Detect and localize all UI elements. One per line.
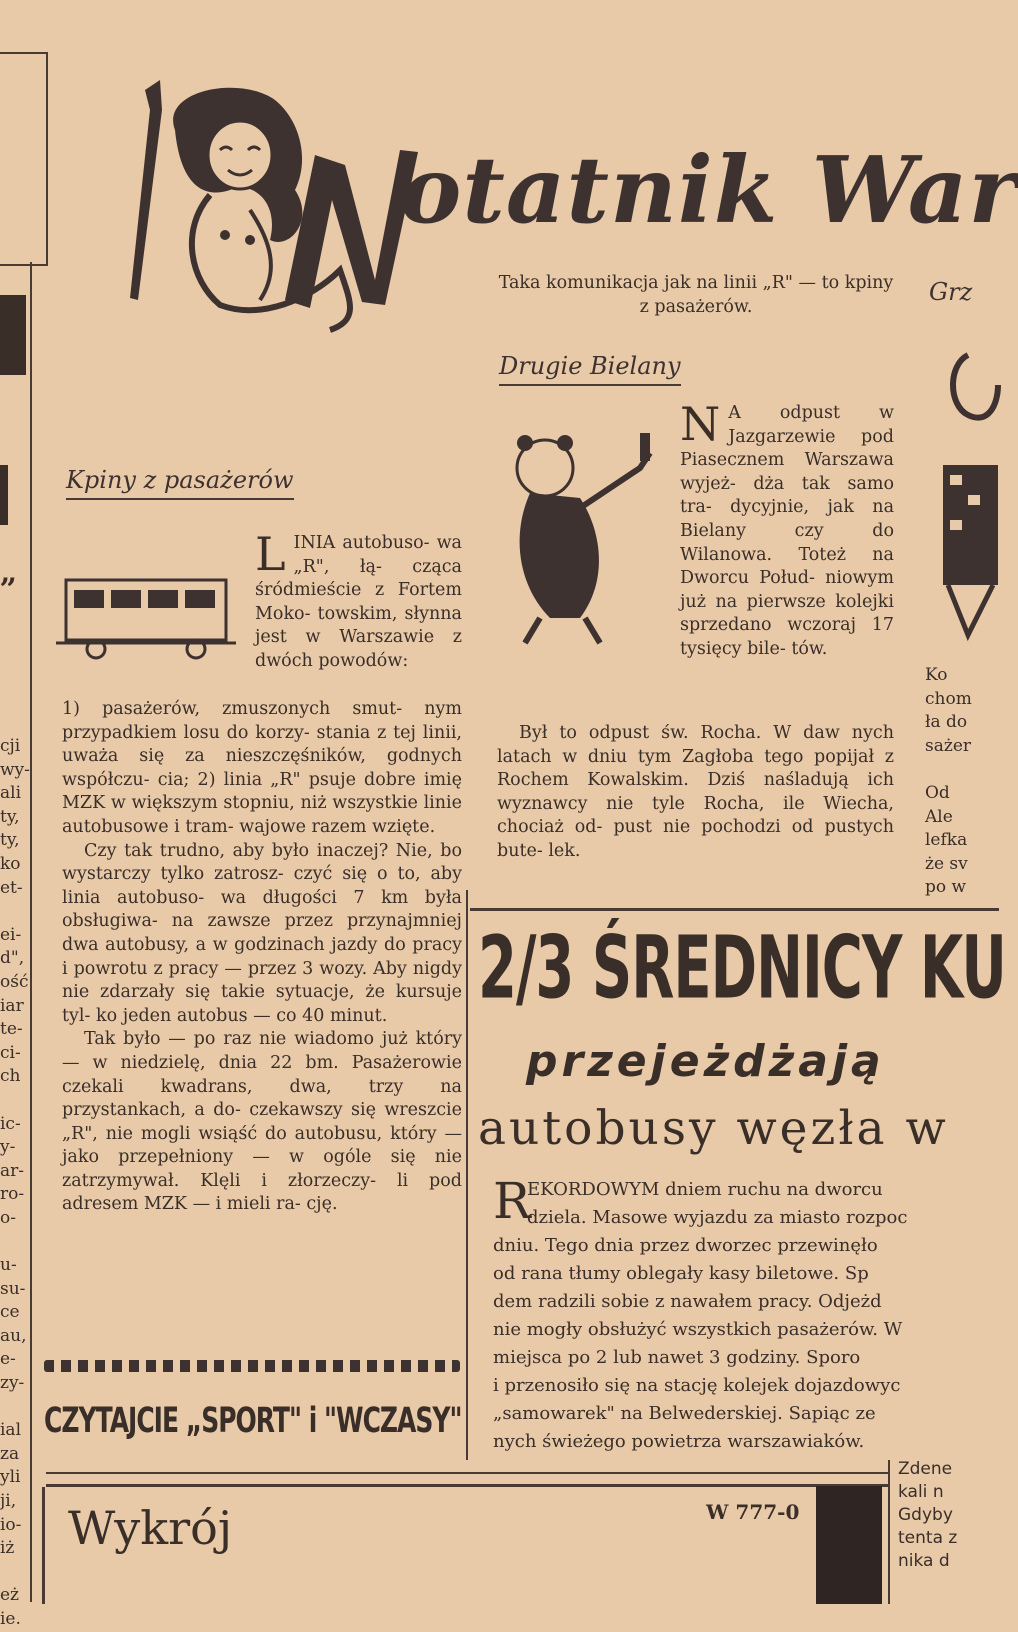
bear-illustration bbox=[490, 428, 680, 648]
left-edge-line: te- bbox=[0, 1019, 23, 1040]
left-edge-line: cji bbox=[0, 736, 21, 756]
bottom-rule-bottom bbox=[46, 1484, 888, 1487]
left-edge-line: ial bbox=[0, 1420, 22, 1441]
left-edge-line: iż bbox=[0, 1538, 15, 1559]
bottom-right-rule bbox=[888, 1460, 890, 1604]
article1-body bbox=[62, 698, 462, 1217]
bottom-right-line: kali n bbox=[898, 1482, 944, 1502]
left-edge-line: ro- bbox=[0, 1184, 25, 1205]
bottom-right-line: tenta z bbox=[898, 1528, 958, 1548]
left-edge-line: ali bbox=[0, 783, 22, 804]
article3-line: Ko bbox=[925, 665, 948, 685]
wykroj-box-left bbox=[42, 1487, 45, 1604]
middle-vertical-rule bbox=[466, 890, 468, 1460]
article1-heading: Kpiny z pasażerów bbox=[66, 466, 294, 500]
article3-line: Od bbox=[925, 782, 950, 803]
left-edge-text bbox=[0, 735, 30, 1629]
article4-line: nych świeżego powietrza warszawiaków. bbox=[493, 1431, 865, 1452]
article3-line: lefka bbox=[925, 830, 968, 851]
bottom-right-line: Gdyby bbox=[898, 1505, 953, 1525]
article2-lead-column bbox=[680, 397, 894, 662]
left-edge-line bbox=[0, 1230, 30, 1254]
article4-headline1: 2/3 ŚREDNICY KU bbox=[478, 918, 1006, 1020]
ornament-divider bbox=[44, 1360, 460, 1372]
bottom-right-text bbox=[898, 1458, 999, 1573]
article3-line: ła do bbox=[925, 712, 968, 733]
left-column-rule bbox=[30, 262, 32, 1602]
left-edge-line: y- bbox=[0, 1137, 16, 1158]
article2-intro: Taka komunikacja jak na linii „R" — to kpiny z pasażerów. bbox=[498, 273, 894, 317]
article2-dropcap: N bbox=[680, 397, 721, 451]
left-edge-line: au, bbox=[0, 1325, 27, 1346]
left-edge-big-letters: „ bbox=[0, 285, 28, 625]
left-edge-line: ci- bbox=[0, 1042, 21, 1063]
left-edge-line: eż bbox=[0, 1585, 20, 1606]
left-edge-line bbox=[0, 1089, 30, 1113]
article2-body bbox=[497, 722, 894, 864]
article2-lead: A odpust w Jazgarzewie pod Piasecznem Warszawa wyjeż- dża tak samo tra- dycyjnie, jak na Bielany czy do Wilanowa. Toteż na Dworcu Połud- niowym już na pierwsze kolejki sprzedano wczoraj 17 tysięcy bile- tów. bbox=[680, 403, 894, 659]
article1-paragraph: Czy tak trudno, aby było inaczej? Nie, bo wystarczy tylko zatrosz- czyć się o to, aby linia autobuso- wa długości 7 km była obsługiwa- na zawsze przez przynajmniej dwa autobusy, a w godzinach jazdy do pracy i powrotu z pracy — przez 3 wozy. Aby nigdy nie zdarzały się takie sytuacje, że kursuje tyl- ko jeden autobus — co 40 minut. bbox=[62, 840, 462, 1026]
bottom-right-line: Zdene bbox=[898, 1459, 953, 1479]
bottom-right-line: nika d bbox=[898, 1551, 950, 1571]
article3-line: po w bbox=[925, 877, 967, 898]
article4-line: dem radzili sobie z nawałem pracy. Odjeżd bbox=[493, 1291, 882, 1312]
left-edge-line: o- bbox=[0, 1207, 16, 1228]
left-edge-line: ar- bbox=[0, 1160, 25, 1181]
article1-paragraph: Tak było — po raz nie wiadomo już który — w niedzielę, dnia 22 bm. Pasażerowie czekali kwadrans, dwa, trzy na przystankach, a do- czekawszy się wreszcie „R", nie mogli wsiąść do autobusu, który — jako przepełniony — w ogóle się nie zatrzymywał. Klęli i złorzeczy- li pod adresem MZK — i mieli ra- cję. bbox=[62, 1029, 462, 1215]
left-edge-box bbox=[0, 52, 48, 266]
left-edge-line: za bbox=[0, 1443, 20, 1464]
left-edge-line: et- bbox=[0, 877, 23, 898]
left-edge-line: ei- bbox=[0, 924, 22, 945]
article3-line: chom bbox=[925, 688, 972, 709]
article3-line: Ale bbox=[925, 806, 953, 827]
article4-line: miejsca po 2 lub nawet 3 godziny. Sporo bbox=[493, 1347, 861, 1368]
masthead-title: otatnik War bbox=[400, 136, 1018, 244]
article2-heading: Drugie Bielany bbox=[499, 352, 681, 386]
article1-lead-column bbox=[255, 527, 462, 674]
left-edge-line: ty, bbox=[0, 830, 20, 851]
article4-body bbox=[493, 1172, 999, 1456]
left-edge-line: ic- bbox=[0, 1113, 21, 1134]
left-edge-line: ty, bbox=[0, 806, 20, 827]
left-edge-line: wy- bbox=[0, 759, 30, 780]
bus-illustration bbox=[56, 565, 236, 665]
pattern-code: W 777-0 bbox=[706, 1500, 800, 1524]
left-edge-line: ość bbox=[0, 971, 29, 992]
left-edge-line: u- bbox=[0, 1255, 17, 1276]
pattern-image bbox=[816, 1486, 882, 1604]
article4-line: i przenosiło się na stację kolejek dojazdowyc bbox=[493, 1375, 901, 1396]
article4-dropcap: R bbox=[493, 1172, 531, 1230]
ad-sport-wczasy: CZYTAJCIE „SPORT" i "WCZASY" bbox=[44, 1400, 462, 1441]
article3-illustration bbox=[938, 345, 998, 645]
wykroj-title: Wykrój bbox=[68, 1501, 233, 1555]
article3-heading: Grz bbox=[929, 278, 973, 306]
bottom-rule-top bbox=[46, 1472, 888, 1474]
left-edge-line: e- bbox=[0, 1349, 16, 1370]
article4-line: dniu. Tego dnia przez dworzec przewinęło bbox=[493, 1235, 878, 1256]
article4-line: EKORDOWYM dniem ruchu na dworcu bbox=[527, 1179, 883, 1200]
left-edge-line bbox=[0, 900, 30, 924]
article4-top-rule bbox=[470, 908, 999, 911]
left-edge-line: yli bbox=[0, 1467, 21, 1488]
article3-line: sażer bbox=[925, 735, 972, 756]
article3-line bbox=[925, 758, 999, 782]
left-edge-line: ko bbox=[0, 853, 21, 874]
left-edge-line bbox=[0, 1561, 30, 1585]
article4-line: nie mogły obsłużyć wszystkich pasażerów. W bbox=[493, 1319, 903, 1340]
article2-paragraph: Był to odpust św. Rocha. W daw nych latach w dniu tym Zagłoba tego popijał z Rochem Kowalskim. Dziś naśladują ich wyznawcy nie tyle Rocha, ile Wiecha, chociaż od- pust nie pochodzi od pustych bute- lek. bbox=[497, 723, 894, 861]
article4-headline2: przejeżdżają bbox=[526, 1036, 885, 1087]
left-edge-line: ch bbox=[0, 1066, 21, 1087]
left-edge-line: d", bbox=[0, 948, 25, 969]
article4-line: od rana tłumy oblegały kasy biletowe. Sp bbox=[493, 1263, 869, 1284]
article1-lead: INIA autobuso- wa „R", łą- cząca śródmieście z Fortem Moko- towskim, słynna jest w Warszawie z dwóch powodów: bbox=[255, 533, 462, 671]
left-edge-line: io- bbox=[0, 1514, 22, 1535]
article4-line: „samowarek" na Belwederskiej. Sapiąc ze bbox=[493, 1403, 876, 1424]
left-edge-line: zy- bbox=[0, 1373, 25, 1394]
left-edge-line: ie. bbox=[0, 1608, 21, 1629]
article4-line: dziela. Masowe wyjazdu za miasto rozpoc bbox=[527, 1207, 908, 1228]
article1-paragraph: 1) pasażerów, zmuszonych smut- nym przypadkiem losu do korzy- stania z tej linii, uważa się za nieszczęśników, godnych współczu- cia; 2) linia „R" psuje dobre imię MZK w większym stopniu, niż wszystkie linie autobusowe i tram- wajowe razem wzięte. bbox=[62, 699, 462, 837]
article1-dropcap: L bbox=[255, 527, 286, 581]
article3-line: że sv bbox=[925, 853, 968, 874]
left-edge-line: ji, bbox=[0, 1491, 17, 1511]
article4-headline3: autobusy węzła w bbox=[478, 1101, 949, 1156]
article3-text bbox=[925, 664, 999, 900]
left-edge-line: ce bbox=[0, 1302, 20, 1323]
left-edge-line bbox=[0, 1396, 30, 1420]
left-edge-line: iar bbox=[0, 995, 24, 1016]
left-edge-line: su- bbox=[0, 1278, 26, 1299]
